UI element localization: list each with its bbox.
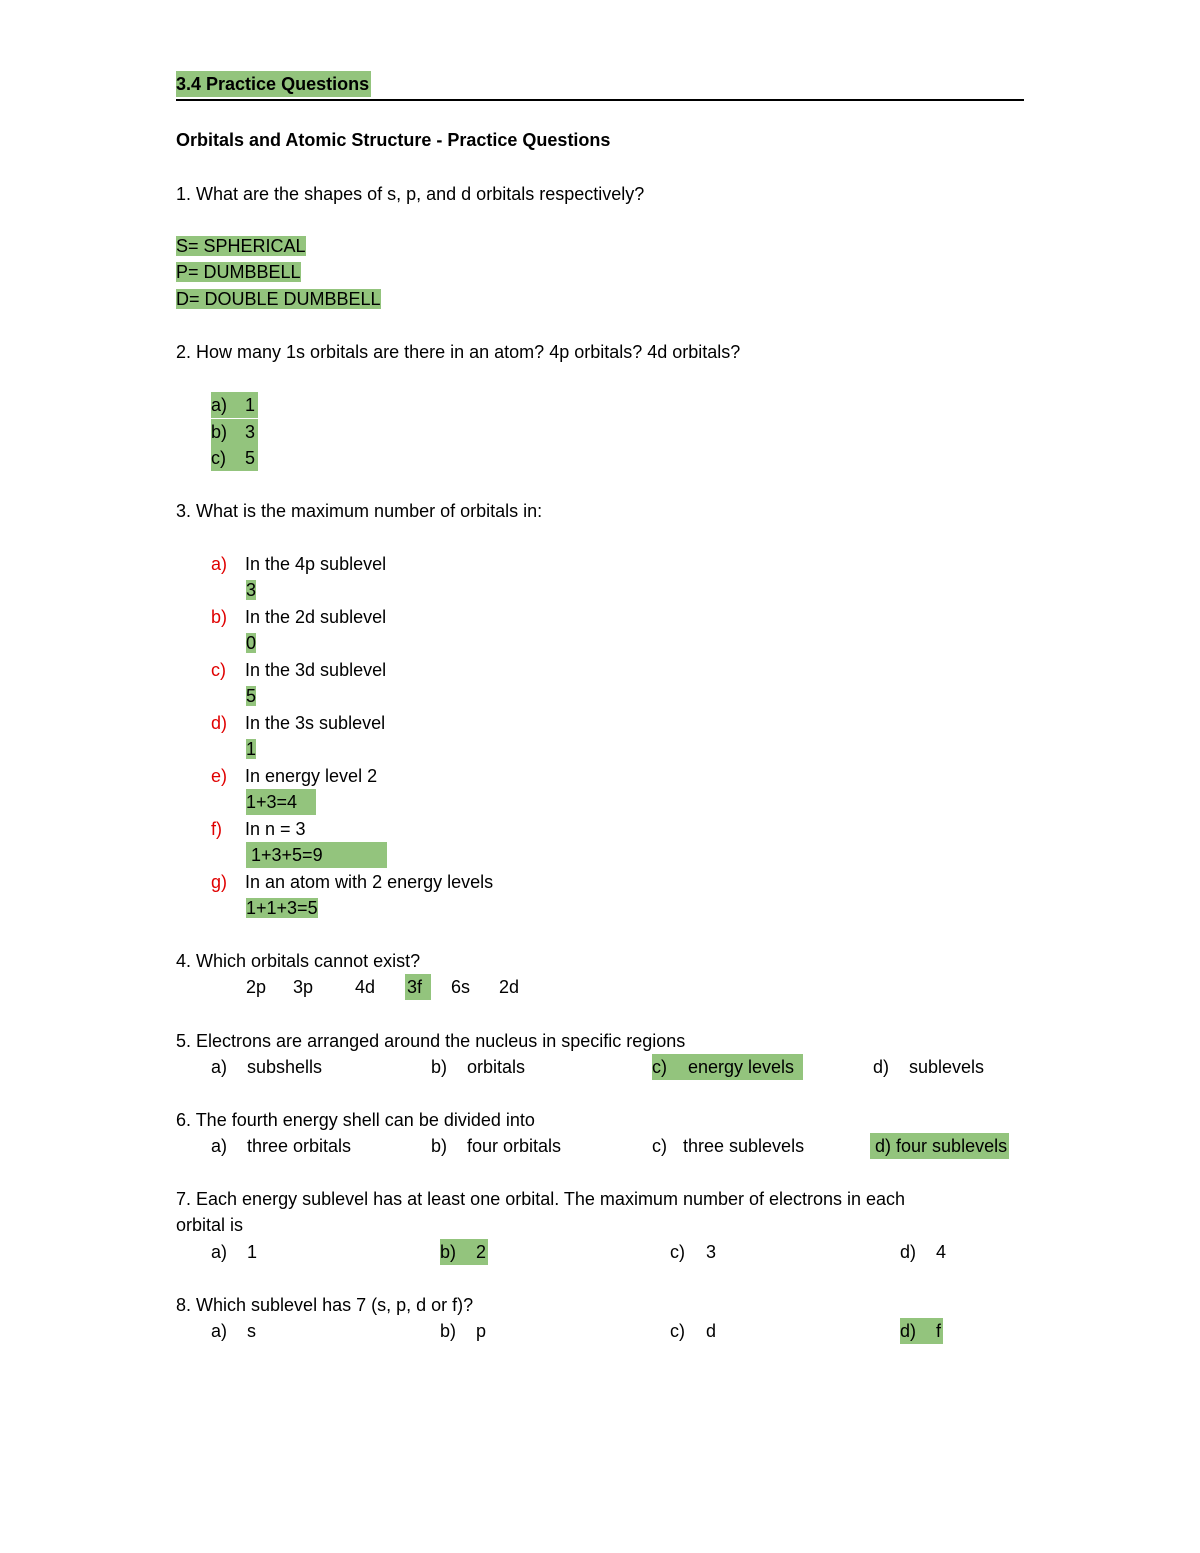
answer-line	[246, 736, 256, 762]
choice-correct	[900, 1318, 943, 1344]
answer-line	[176, 259, 301, 285]
list-item	[211, 763, 377, 789]
choice	[211, 1239, 257, 1265]
choice-text: 2	[476, 1242, 487, 1262]
choice	[211, 1133, 351, 1159]
list-item	[211, 657, 386, 683]
choice-text: orbitals	[467, 1057, 526, 1077]
question-6	[176, 1107, 535, 1133]
choice-label: c)	[652, 1136, 667, 1156]
question-8	[176, 1292, 473, 1318]
answer-highlight: 3	[246, 580, 257, 600]
choice	[652, 1133, 804, 1159]
answer-highlight	[440, 1239, 488, 1265]
choice-label: c)	[670, 1242, 685, 1262]
question-text: Which sublevel has 7 (s, p, d or f)?	[191, 1295, 474, 1315]
answer-line	[246, 630, 256, 656]
question-number: 2.	[176, 342, 192, 362]
item-label: c)	[211, 448, 226, 468]
choice	[431, 1133, 561, 1159]
question-number: 1.	[176, 184, 192, 204]
answer-highlight: 1+1+3=5	[246, 898, 318, 918]
question-number: 5.	[176, 1031, 192, 1051]
choice	[670, 1239, 716, 1265]
option: 3p	[293, 977, 314, 997]
choice-correct	[870, 1133, 1009, 1159]
list-item	[211, 604, 386, 630]
option: 2p	[246, 977, 267, 997]
question-5	[176, 1028, 685, 1054]
list-item	[211, 551, 386, 577]
choice-text: 4	[936, 1242, 947, 1262]
choice-label: b)	[440, 1242, 457, 1262]
choice-label: b)	[431, 1136, 448, 1156]
item-value: 3	[245, 422, 256, 442]
choice-correct	[652, 1054, 803, 1080]
answer-highlight: 1+3=4	[246, 789, 316, 815]
item-text: In the 4p sublevel	[245, 554, 387, 574]
choice-label: d)	[900, 1321, 917, 1341]
answer-line	[176, 286, 381, 312]
item-text: In the 3s sublevel	[245, 713, 386, 733]
choice-label: c)	[652, 1057, 667, 1077]
answer-highlight	[211, 445, 258, 471]
option: 2d	[499, 977, 520, 997]
answer-highlight	[652, 1054, 803, 1080]
document-subtitle: Orbitals and Atomic Structure - Practice Questions	[176, 130, 611, 150]
item-value: 5	[245, 448, 256, 468]
choice-text: 3	[706, 1242, 717, 1262]
choice-text: 1	[247, 1242, 258, 1262]
option: 6s	[451, 977, 471, 997]
item-text: In the 2d sublevel	[245, 607, 387, 627]
choice-label: a)	[211, 1057, 228, 1077]
question-text: Each energy sublevel has at least one orbital. The maximum number of electrons in each	[191, 1189, 906, 1209]
question-number: 3.	[176, 501, 192, 521]
item-text: In energy level 2	[245, 766, 378, 786]
option: 4d	[355, 977, 376, 997]
question-number: 6.	[176, 1110, 192, 1130]
choice-label: a)	[211, 1242, 228, 1262]
answer-highlight: S= SPHERICAL	[176, 236, 306, 256]
question-number: 8.	[176, 1295, 192, 1315]
question-number: 7.	[176, 1189, 192, 1209]
item-label: g)	[211, 872, 228, 892]
choice	[440, 1318, 486, 1344]
choice-label: b)	[440, 1321, 457, 1341]
item-text: In n = 3	[245, 819, 306, 839]
choice-text: s	[247, 1321, 256, 1341]
choice	[670, 1318, 716, 1344]
choice-label: c)	[670, 1321, 685, 1341]
question-7-continued: orbital is	[176, 1215, 244, 1235]
title-bar	[176, 71, 1024, 101]
answer-line	[246, 577, 256, 603]
choice-text: three orbitals	[247, 1136, 352, 1156]
answer-highlight	[211, 392, 258, 418]
list-item	[211, 816, 306, 842]
choice-text: d	[706, 1321, 717, 1341]
question-7	[176, 1186, 905, 1212]
answer-line	[246, 789, 316, 815]
choice-label: d)	[875, 1136, 892, 1156]
answer-line	[211, 419, 258, 445]
choice	[211, 1054, 322, 1080]
choice-text: p	[476, 1321, 487, 1341]
item-value: 1	[245, 395, 256, 415]
choice-label: a)	[211, 1321, 228, 1341]
answer-highlight: P= DUMBBELL	[176, 262, 301, 282]
answer-highlight: 5	[246, 686, 257, 706]
answer-highlight: D= DOUBLE DUMBBELL	[176, 289, 381, 309]
choice-label: a)	[211, 1136, 228, 1156]
choice-text: energy levels	[688, 1057, 795, 1077]
question-text: Electrons are arranged around the nucleus in specific regions	[191, 1031, 686, 1051]
option-correct: 3f	[405, 974, 431, 1000]
choice-label: d)	[900, 1242, 917, 1262]
answer-line	[246, 842, 387, 868]
question-text: What is the maximum number of orbitals in:	[191, 501, 543, 521]
choice-correct	[440, 1239, 488, 1265]
answer-highlight: 1	[246, 739, 257, 759]
answer-line	[176, 233, 306, 259]
answer-highlight	[900, 1318, 943, 1344]
item-label: b)	[211, 422, 228, 442]
answer-line	[211, 392, 258, 418]
item-label: a)	[211, 554, 228, 574]
choice-text: f	[936, 1321, 942, 1341]
item-label: d)	[211, 713, 228, 733]
choice-text: four sublevels	[896, 1136, 1008, 1156]
item-text: In an atom with 2 energy levels	[245, 872, 494, 892]
choice-text: three sublevels	[683, 1136, 805, 1156]
choice	[900, 1239, 946, 1265]
choice	[431, 1054, 525, 1080]
item-label: e)	[211, 766, 228, 786]
answer-highlight: 0	[246, 633, 257, 653]
answer-line	[211, 445, 258, 471]
answer-line	[246, 895, 318, 921]
page-title: 3.4 Practice Questions	[176, 71, 371, 97]
answer-highlight	[870, 1133, 1009, 1159]
question-1	[176, 181, 644, 207]
list-item	[211, 869, 493, 895]
question-text: Which orbitals cannot exist?	[191, 951, 421, 971]
item-label: c)	[211, 660, 226, 680]
choice	[873, 1054, 984, 1080]
list-item	[211, 710, 385, 736]
answer-highlight: 1+3+5=9	[246, 842, 387, 868]
answer-highlight	[211, 419, 258, 445]
choice-text: subshells	[247, 1057, 323, 1077]
question-2	[176, 339, 740, 365]
question-4	[176, 948, 420, 974]
answer-line	[246, 683, 256, 709]
question-text: What are the shapes of s, p, and d orbitals respectively?	[191, 184, 645, 204]
item-label: f)	[211, 819, 222, 839]
options-row	[246, 974, 519, 1000]
choice-label: b)	[431, 1057, 448, 1077]
choice-text: four orbitals	[467, 1136, 562, 1156]
choice-label: d)	[873, 1057, 890, 1077]
item-label: a)	[211, 395, 228, 415]
choice	[211, 1318, 256, 1344]
item-label: b)	[211, 607, 228, 627]
question-text: The fourth energy shell can be divided into	[191, 1110, 535, 1130]
item-text: In the 3d sublevel	[245, 660, 387, 680]
choice-text: sublevels	[909, 1057, 985, 1077]
question-text: How many 1s orbitals are there in an atom? 4p orbitals? 4d orbitals?	[191, 342, 741, 362]
question-number: 4.	[176, 951, 192, 971]
question-3	[176, 498, 542, 524]
